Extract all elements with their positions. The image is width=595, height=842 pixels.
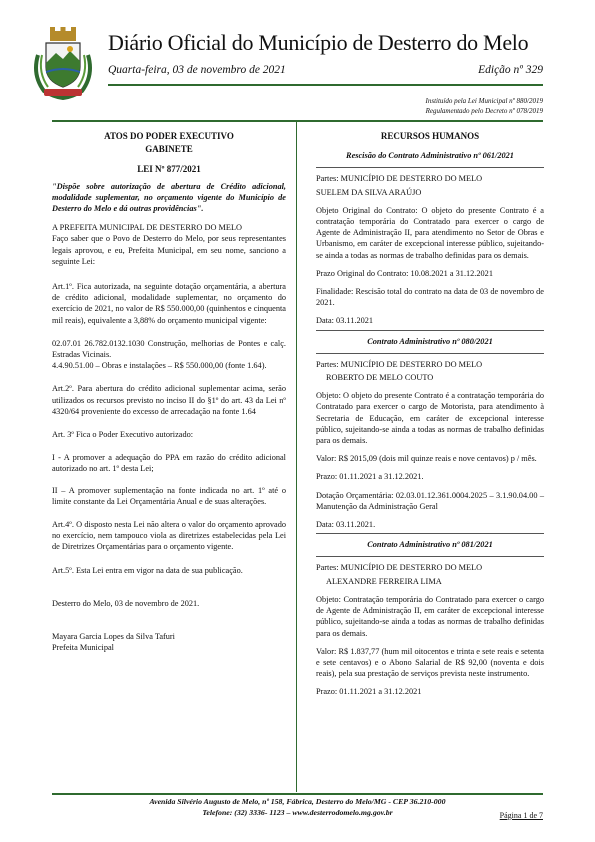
budget-line: 4.4.90.51.00 – Obras e instalações – R$ 550.000,00 (fonte 1.64). [52, 361, 267, 371]
contract-2-object: Objeto: O objeto do presente Contrato é a contratação temporária do Contratado para exercer o cargo de Motorista, para atendimento à Secretaria de Educação, em caráter de excepcional interesse público, sujeitando-se ainda a todas as normas de trabalho definidas para os demais. [316, 391, 544, 446]
contract-2-value: Valor: R$ 2015,09 (dois mil quinze reais e nove centavos) p / mês. [316, 454, 537, 464]
legal-note-decree: Regulamentado pelo Decreto nº 078/2019 [425, 107, 543, 115]
article-4: Art.4º. O disposto nesta Lei não altera o valor do orçamento aprovado no exercício, nem tampouco viola as diretrizes estabelecidas pela Lei de Diretrizes Orçamentárias para o orçamento vigente. [52, 520, 286, 552]
article-2: Art.2º. Para abertura do crédito adicional suplementar acima, serão utilizados os recursos previsto no inciso II do §1º do art. 43 da Lei nº 4320/64 proveniente do excesso de arrecadação na fonte 1.64 [52, 384, 286, 416]
contract-1-purpose: Finalidade: Rescisão total do contrato na data de 03 de novembro de 2021. [316, 287, 544, 308]
contract-1-parties: Partes: MUNICÍPIO DE DESTERRO DO MELO [316, 174, 483, 184]
contract-separator [316, 330, 544, 331]
edition-number: Edição nº 329 [478, 64, 543, 76]
contract-2-term: Prazo: 01.11.2021 a 31.12.2021. [316, 472, 424, 482]
article-5: Art.5º. Esta Lei entra em vigor na data de sua publicação. [52, 565, 243, 575]
contract-1-date: Data: 03.11.2021 [316, 316, 374, 326]
article-1: Art.1º. Fica autorizada, na seguinte dotação orçamentária, a abertura de crédito adicional, modalidade suplementar, no orçamento do exercício de 2021, no valor de R$ 550.000,00 (quinhentos e cinquenta mil reais), equivalente a 3,88% do orçamento municipal vigente: [52, 282, 286, 325]
section-heading: ATOS DO PODER EXECUTIVO [104, 131, 234, 141]
contract-2-parties: Partes: MUNICÍPIO DE DESTERRO DO MELO [316, 359, 483, 369]
article-3-item-2: II – A promover suplementação na fonte indicada no art. 1º até o limite constante da Lei Orçamentária Anual e de suas alterações. [52, 485, 286, 506]
section-heading: RECURSOS HUMANOS [380, 131, 480, 141]
columns-top-divider [52, 120, 543, 122]
footer-divider [52, 793, 543, 795]
page-number: Página 1 de 7 [499, 811, 543, 820]
signer-role: Prefeita Municipal [52, 643, 114, 653]
left-column [52, 127, 286, 654]
column-divider [296, 122, 297, 792]
law-ementa: "Dispõe sobre autorização de abertura de Crédito adicional, modalidade suplementar, no orçamento vigente do Município de Desterro do Melo e dá outras providências". [52, 181, 286, 214]
contract-3-term: Prazo: 01.11.2021 a 31.12.2021 [316, 687, 422, 697]
signer-name: Mayara Garcia Lopes da Silva Tafuri [52, 632, 175, 642]
header-divider [108, 84, 543, 86]
place-date: Desterro do Melo, 03 de novembro de 2021. [52, 598, 200, 608]
article-3: Art. 3º Fica o Poder Executivo autorizado: [52, 430, 194, 440]
newspaper-title: Diário Oficial do Município de Desterro do Melo [108, 30, 529, 55]
law-paragraph: Faço saber que o Povo de Desterro do Melo, por seus representantes legais aprovou, e eu, Prefeita Municipal, em seu nome, sanciono a seguinte Lei: [52, 234, 286, 266]
contract-3-object: Objeto: Contratação temporária do Contratado para exercer o cargo de Agente de Administração II, em caráter de excepcional interesse público, sujeitando-se ainda a todas as normas de trabalho definidas para os demais. [316, 594, 544, 638]
contract-1-person: SUELEM DA SILVA ARAÚJO [316, 187, 422, 197]
contract-2-title: Contrato Administrativo nº 080/2021 [367, 336, 493, 346]
contract-1-term: Prazo Original do Contrato: 10.08.2021 a 31.12.2021 [316, 268, 493, 278]
footer-address: Avenida Silvério Augusto de Melo, nº 158, Fábrica, Desterro do Melo/MG - CEP 36.210-000 [149, 797, 446, 806]
contract-3-parties: Partes: MUNICÍPIO DE DESTERRO DO MELO [316, 563, 483, 573]
subsection-heading: GABINETE [145, 144, 193, 155]
contract-3-value: Valor: R$ 1.837,77 (hum mil oitocentos e trinta e sete reais e setenta e sete centavos) e o Abono Salarial de R$ 92,00 (noventa e dois reais), pela sua prestação de serviços prevista neste instrumento. [316, 646, 544, 679]
contract-3-title: Contrato Administrativo nº 081/2021 [367, 540, 493, 550]
law-paragraph: A PREFEITA MUNICIPAL DE DESTERRO DO MELO [52, 223, 243, 233]
municipal-coat-of-arms-logo [30, 25, 96, 100]
footer [52, 797, 543, 818]
legal-note-law: Instituído pela Lei Municipal nº 880/2019 [425, 97, 543, 105]
contract-1-object: Objeto Original do Contrato: O objeto do presente Contrato é a contratação temporária do Contratado para exercer o cargo de Agente de Administração II, para atendimento no Setor de Obras e Urbanismo, em caráter de excepcional interesse público, sujeitando-se ainda a todas as normas de trabalho definidas para os demais. [316, 205, 544, 260]
contract-separator [316, 533, 544, 534]
legal-note [426, 96, 543, 116]
contract-2-date: Data: 03.11.2021. [316, 520, 376, 530]
contract-1-title: Rescisão do Contrato Administrativo nº 061/2021 [346, 151, 514, 161]
contract-separator [316, 556, 544, 557]
contract-3-person: ALEXANDRE FERREIRA LIMA [326, 576, 442, 586]
law-title: LEI Nº 877/2021 [137, 164, 201, 175]
budget-line: 02.07.01 26.782.0132.1030 Construção, melhorias de Pontes e calç. Estradas Vicinais. [52, 338, 286, 360]
contract-2-budget: Dotação Orçamentária: 02.03.01.12.361.0004.2025 – 3.1.90.04.00 – Manutenção da Administração Geral [316, 490, 544, 511]
footer-contact: Telefone: (32) 3336- 1123 – www.desterrodomelo.mg.gov.br [202, 807, 393, 817]
article-3-item-1: I - A promover a adequação do PPA em razão do crédito adicional autorizado no art. 1º desta Lei; [52, 453, 286, 474]
issue-date: Quarta-feira, 03 de novembro de 2021 [108, 64, 286, 76]
contract-separator [316, 167, 544, 168]
contract-2-person: ROBERTO DE MELO COUTO [326, 373, 434, 383]
contract-separator [316, 353, 544, 354]
right-column [316, 127, 544, 705]
